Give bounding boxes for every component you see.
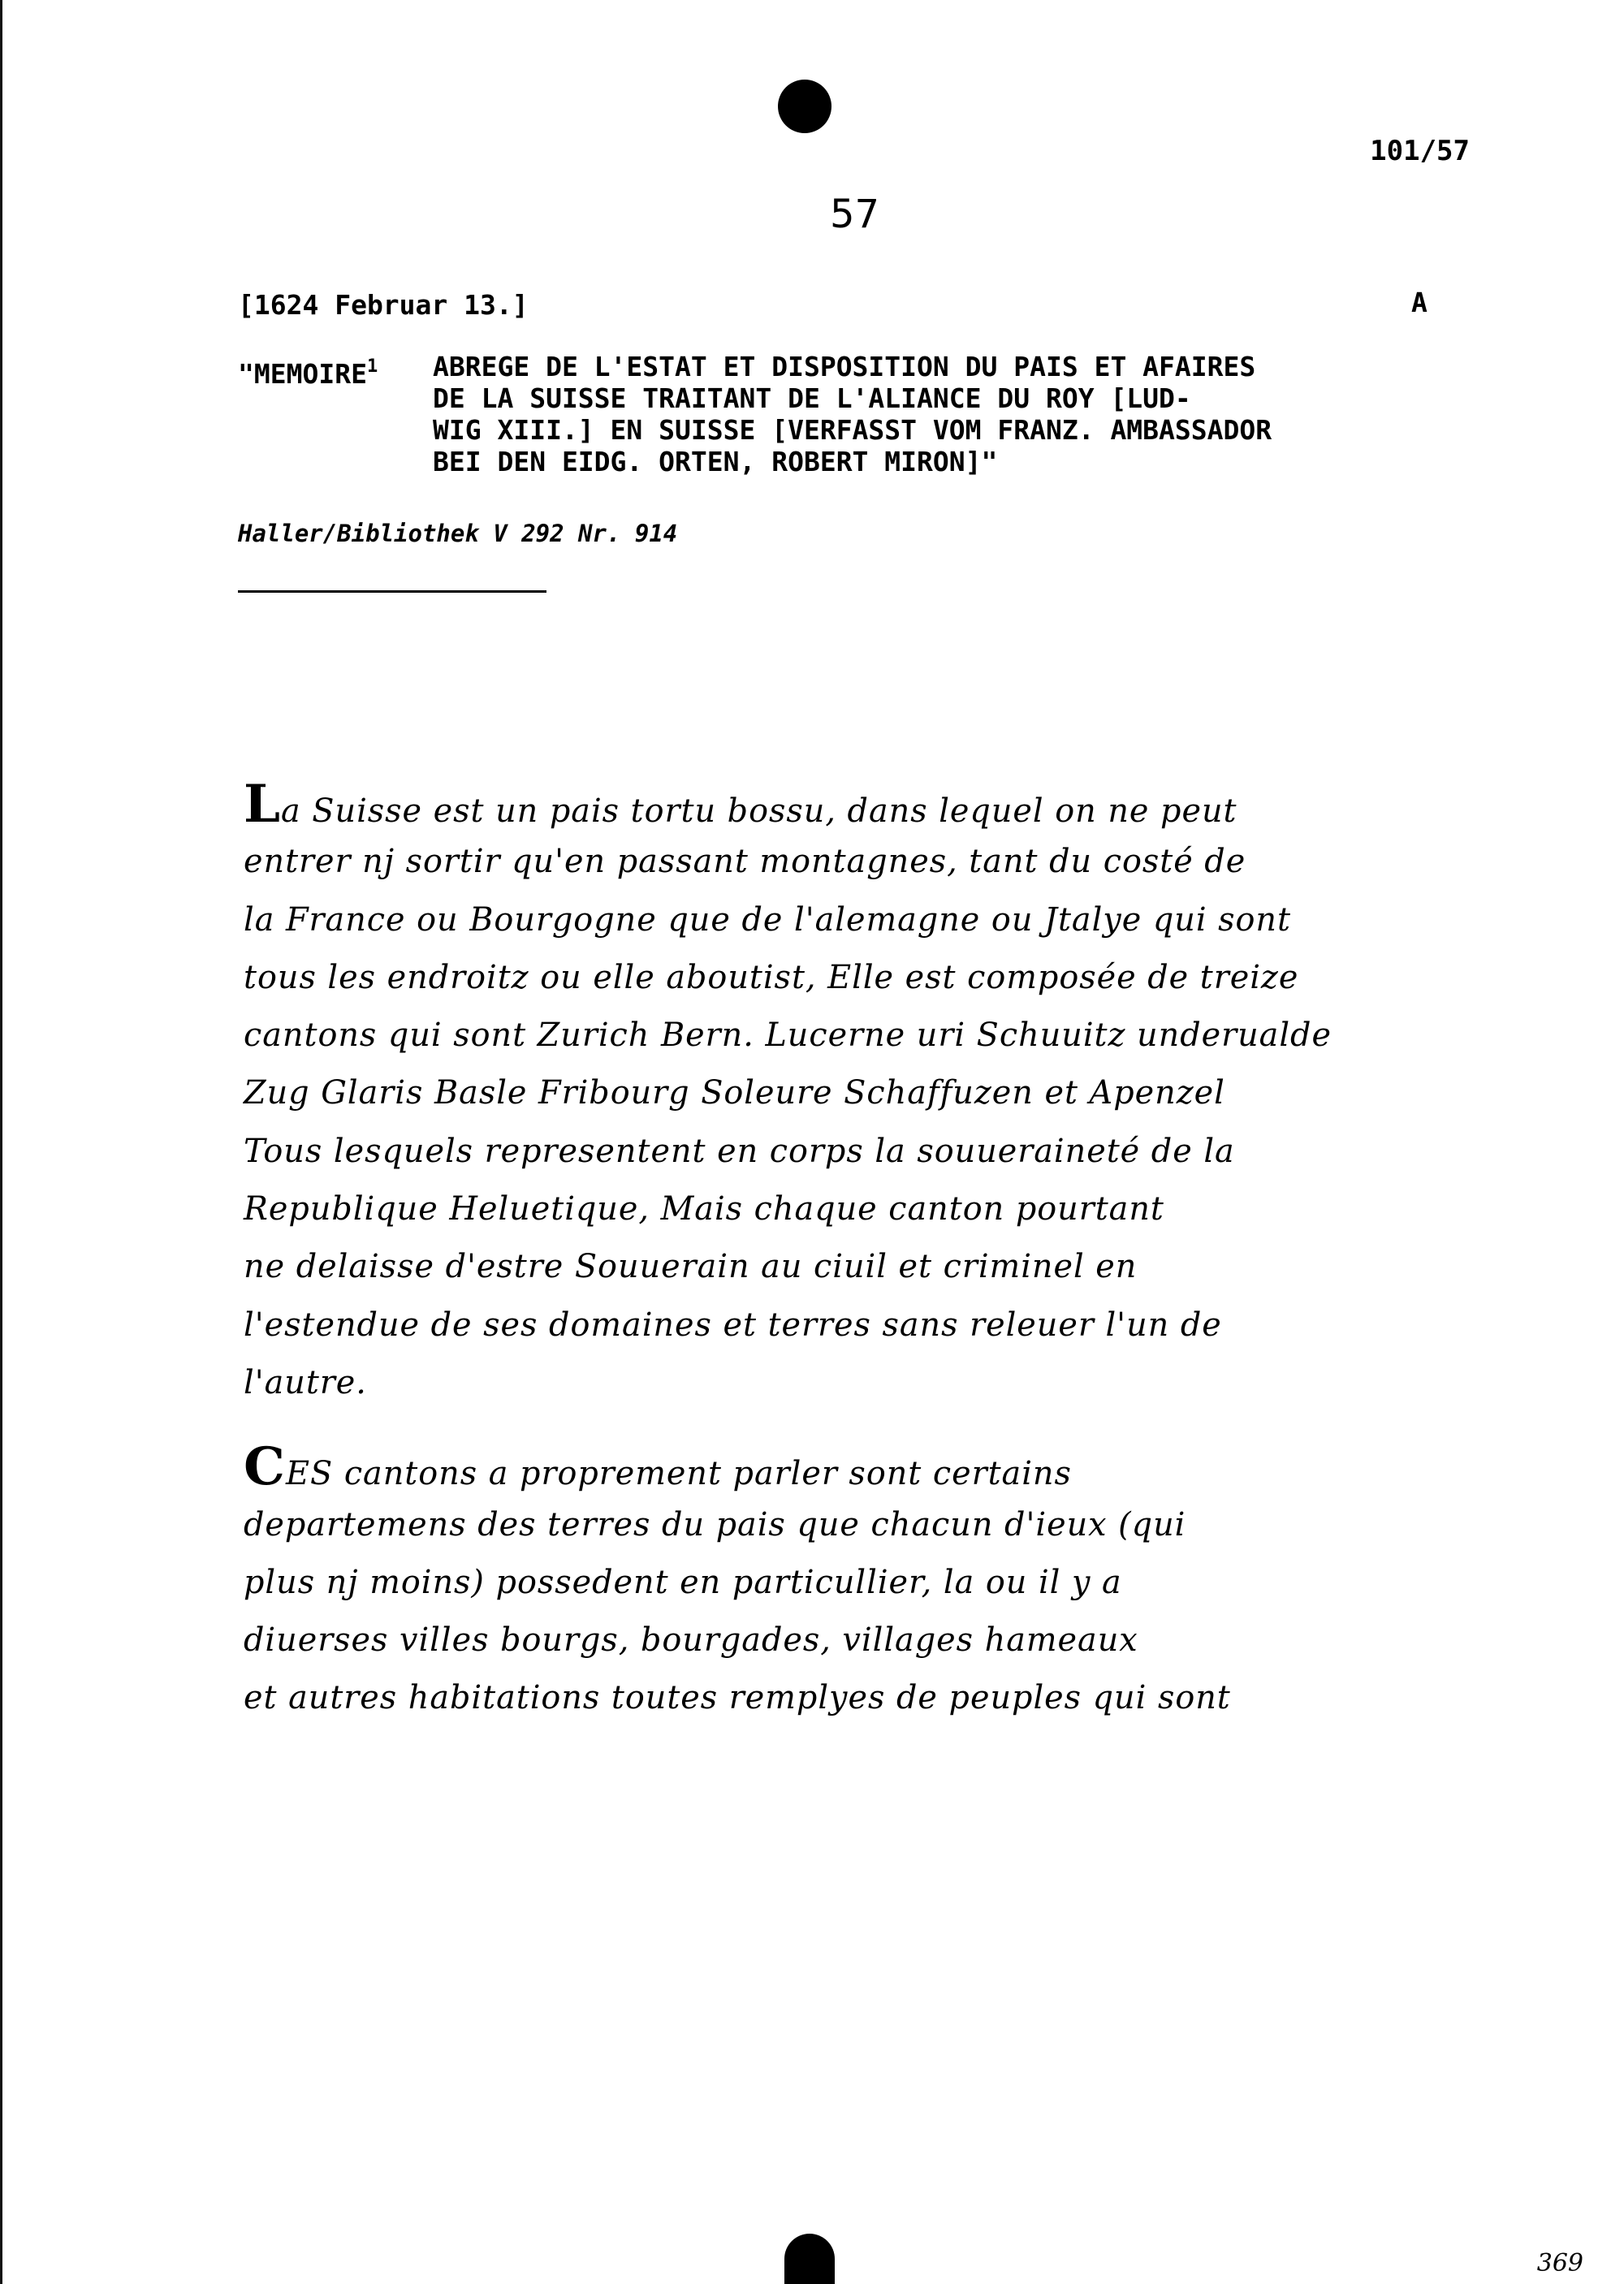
manuscript-line [244, 1354, 1413, 1412]
title-footnote-marker: 1 [366, 356, 378, 377]
manuscript-line-text: ne delaisse d'estre Souuerain au ciuil et criminel en [244, 1248, 1138, 1286]
manuscript-line [244, 1612, 1413, 1669]
document-reference: 101/57 [1370, 135, 1470, 167]
manuscript-line-text: diuerses villes bourgs, bourgades, villages hameaux [244, 1621, 1138, 1660]
manuscript-line-text: Tous lesquels representent en corps la souueraineté de la [244, 1132, 1235, 1170]
archive-stamp: 369 [1536, 2249, 1583, 2278]
manuscript-text [244, 775, 1413, 1728]
manuscript-line-text: entrer nj sortir qu'en passant montagnes, tant du costé de [244, 843, 1246, 881]
manuscript-line [244, 1064, 1413, 1122]
manuscript-line-text: Zug Glaris Basle Fribourg Soleure Schaffuzen et Apenzel [244, 1074, 1225, 1112]
document-letter: A [1411, 287, 1427, 318]
manuscript-line-text: tous les endroitz ou elle aboutist, Elle est composée de treize [244, 958, 1299, 996]
manuscript-line [244, 833, 1413, 891]
manuscript-line-text: cantons qui sont Zurich Bern. Lucerne uri Schuuitz underualde [244, 1017, 1332, 1055]
manuscript-line [244, 775, 1413, 833]
separator-rule [238, 590, 546, 593]
manuscript-line-text: ES cantons a proprement parler sont certains [285, 1455, 1072, 1493]
manuscript-line [244, 1669, 1413, 1727]
manuscript-line [244, 1438, 1413, 1496]
document-date: [1624 Februar 13.] [238, 289, 529, 321]
manuscript-line [244, 949, 1413, 1007]
manuscript-line-text: a Suisse est un pais tortu bossu, dans lequel on ne peut [281, 792, 1237, 830]
manuscript-line [244, 1181, 1413, 1238]
manuscript-paragraph-1 [244, 775, 1413, 1412]
manuscript-line-text: departemens des terres du pais que chacun d'ieux (qui [244, 1505, 1186, 1544]
manuscript-line [244, 892, 1413, 949]
manuscript-initial: C [244, 1436, 286, 1498]
title-lead-text: "MEMOIRE [238, 358, 367, 390]
title-body: ABREGE DE L'ESTAT ET DISPOSITION DU PAIS ET AFAIRES DE LA SUISSE TRAITANT DE L'ALIANCE DU ROY [LUD- WIG XIII.] EN SUISSE [VERFASST VOM FRANZ. AMBASSADOR BEI DEN EIDG. ORTEN, ROBERT MIRON]" [433, 351, 1272, 477]
manuscript-line-text: plus nj moins) possedent en particullier, la ou il y a [244, 1563, 1122, 1601]
punch-hole-top [778, 80, 831, 133]
page-number: 57 [830, 192, 880, 237]
punch-hole-bottom [784, 2234, 835, 2284]
manuscript-initial: L [244, 774, 281, 835]
title-lead [238, 351, 378, 390]
manuscript-line-text: l'autre. [244, 1363, 367, 1401]
manuscript-line-text: et autres habitations toutes remplyes de peuples qui sont [244, 1679, 1231, 1717]
manuscript-line-text: la France ou Bourgogne que de l'alemagne ou Jtalye qui sont [244, 900, 1291, 939]
manuscript-line [244, 1554, 1413, 1612]
manuscript-line [244, 1007, 1413, 1064]
manuscript-line-text: Republique Heluetique, Mais chaque canton pourtant [244, 1190, 1164, 1228]
scan-edge [0, 0, 2, 2284]
manuscript-line-text: l'estendue de ses domaines et terres sans releuer l'un de [244, 1306, 1222, 1344]
manuscript-line [244, 1123, 1413, 1181]
manuscript-line [244, 1496, 1413, 1554]
manuscript-line [244, 1297, 1413, 1354]
manuscript-line [244, 1238, 1413, 1296]
manuscript-paragraph-2 [244, 1438, 1413, 1727]
source-citation: Haller/Bibliothek V 292 Nr. 914 [238, 520, 678, 547]
